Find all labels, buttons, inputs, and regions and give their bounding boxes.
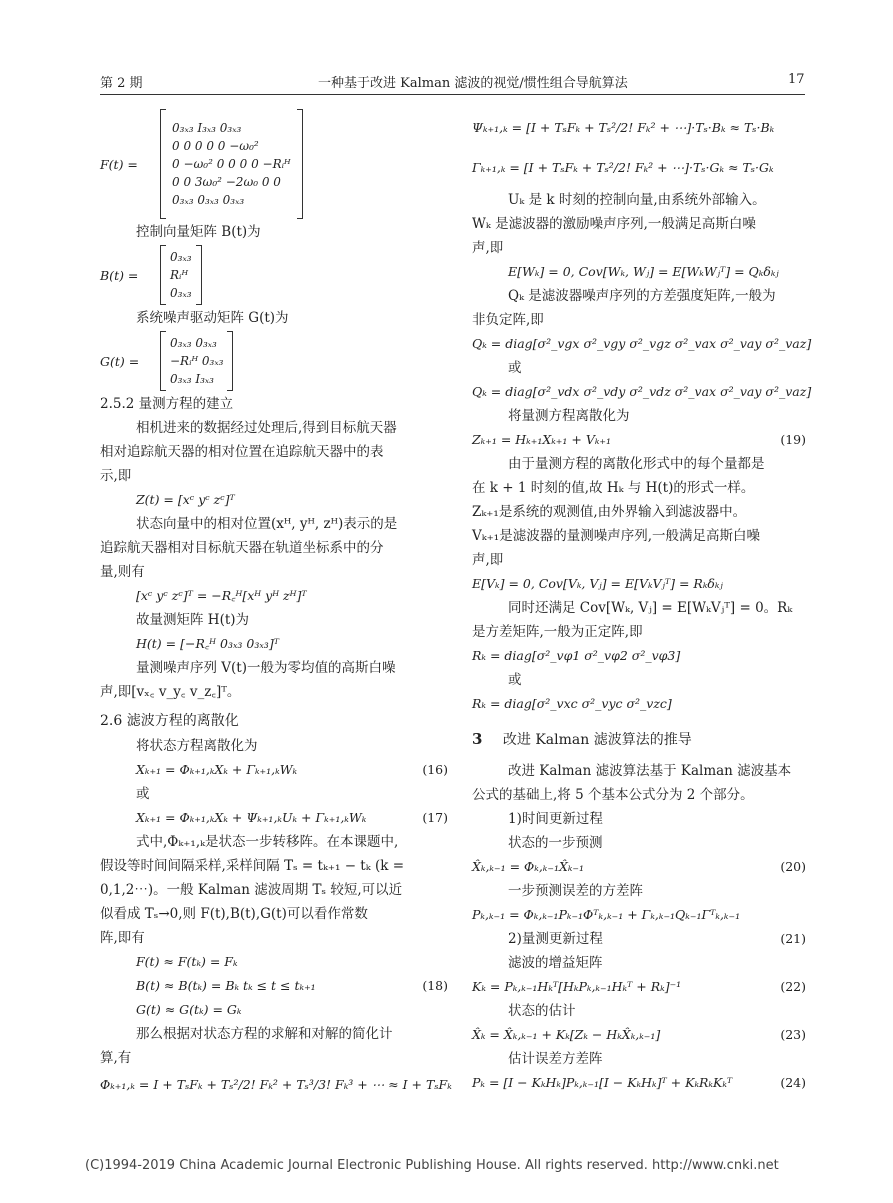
paragraph: Zₖ₊₁是系统的观测值,由外界输入到滤波器中。	[472, 504, 747, 520]
equation-R1: Rₖ = diag[σ²_vφ1 σ²_vφ2 σ²_vφ3]	[472, 648, 681, 663]
equation-number: (22)	[780, 979, 806, 994]
equation-number: (17)	[422, 810, 448, 825]
paragraph: 似看成 Tₛ→0,则 F(t),B(t),G(t)可以看作常数	[100, 906, 368, 922]
B-matrix	[166, 248, 196, 302]
paragraph: 声,即	[472, 552, 504, 568]
F-right-bracket	[297, 109, 303, 219]
paragraph: 将状态方程离散化为	[136, 738, 258, 754]
or-text: 或	[136, 786, 150, 802]
equation-23	[472, 1023, 806, 1047]
paragraph: 算,有	[100, 1050, 132, 1066]
paragraph: 非负定阵,即	[472, 312, 544, 328]
paragraph: 公式的基础上,将 5 个基本公式分为 2 个部分。	[472, 787, 754, 803]
equation-24	[472, 1071, 806, 1095]
section-2-5-2-heading: 2.5.2 量测方程的建立	[100, 396, 234, 412]
equation-number: (23)	[780, 1027, 806, 1042]
equation-H: H(t) = [−R꜀ᴴ 0₃ₓ₃ 0₃ₓ₃]ᵀ	[136, 636, 279, 651]
matrix-row: 0 −ω₀² 0 0 0 0 −Rᵢᴴ	[172, 157, 291, 171]
equation-17-body: Xₖ₊₁ = Φₖ₊₁,ₖXₖ + Ψₖ₊₁,ₖUₖ + Γₖ₊₁,ₖWₖ	[136, 810, 367, 825]
equation-20	[472, 855, 806, 879]
equation-23-body: X̂ₖ = X̂ₖ,ₖ₋₁ + Kₖ[Zₖ − HₖX̂ₖ,ₖ₋₁]	[472, 1027, 661, 1042]
paragraph: 在 k + 1 时刻的值,故 Hₖ 与 H(t)的形式一样。	[472, 480, 755, 496]
matrix-row: 0₃ₓ₃ I₃ₓ₃	[170, 372, 214, 386]
paragraph: 将量测方程离散化为	[508, 408, 630, 424]
paragraph: 滤波的增益矩阵	[508, 955, 603, 971]
matrix-row: 0₃ₓ₃	[170, 250, 192, 264]
running-title: 一种基于改进 Kalman 滤波的视觉/惯性组合导航算法	[318, 76, 628, 91]
left-column	[100, 108, 452, 1100]
G-intro: 系统噪声驱动矩阵 G(t)为	[136, 310, 289, 326]
subsection-time-update: 1)时间更新过程	[508, 811, 603, 827]
B-right-bracket	[196, 245, 202, 305]
paragraph: 状态的一步预测	[508, 835, 603, 851]
equation-number: (24)	[780, 1075, 806, 1090]
equation-20-body: X̂ₖ,ₖ₋₁ = Φₖ,ₖ₋₁X̂ₖ₋₁	[472, 859, 585, 874]
equation-21: Pₖ,ₖ₋₁ = Φₖ,ₖ₋₁Pₖ₋₁Φᵀₖ,ₖ₋₁ + Γₖ,ₖ₋₁Qₖ₋₁Γᵀₖ,ₖ₋₁	[472, 907, 741, 922]
section-3-title: 改进 Kalman 滤波算法的推导	[502, 732, 692, 748]
paragraph: 是方差矩阵,一般为正定阵,即	[472, 624, 643, 640]
equation-Gamma: Γₖ₊₁,ₖ = [I + TₛFₖ + Tₛ²/2! Fₖ² + ⋯]·Tₛ·Gₖ ≈ Tₛ·Gₖ	[472, 160, 774, 175]
equation-Z: Z(t) = [xᶜ yᶜ zᶜ]ᵀ	[136, 492, 235, 507]
section-3-number: 3	[472, 730, 483, 748]
paragraph: 声,即[vₓ꜀ v_y꜀ v_z꜀]ᵀ。	[100, 684, 241, 700]
section-3-heading	[472, 726, 806, 753]
header-rule	[100, 94, 805, 95]
equation-Phi: Φₖ₊₁,ₖ = I + TₛFₖ + Tₛ²/2! Fₖ² + Tₛ³/3! Fₖ³ + ⋯ ≈ I + TₛFₖ	[100, 1077, 452, 1092]
paragraph: 状态向量中的相对位置(xᴴ, yᴴ, zᴴ)表示的是	[136, 516, 398, 532]
equation-B-approx: B(t) ≈ B(tₖ) = Bₖ tₖ ≤ t ≤ tₖ₊₁	[136, 978, 316, 993]
page-number: 17	[788, 72, 805, 87]
equation-G-approx: G(t) ≈ G(tₖ) = Gₖ	[136, 1002, 242, 1017]
or-text: 或	[508, 672, 522, 688]
paragraph: Vₖ₊₁是滤波器的量测噪声序列,一般满足高斯白噪	[472, 528, 761, 544]
F-label: F(t) =	[100, 156, 138, 172]
equation-xc: [xᶜ yᶜ zᶜ]ᵀ = −R꜀ᴴ[xᴴ yᴴ zᴴ]ᵀ	[136, 588, 307, 603]
equation-19-body: Zₖ₊₁ = Hₖ₊₁Xₖ₊₁ + Vₖ₊₁	[472, 432, 612, 447]
G-matrix-equation	[100, 330, 448, 392]
matrix-row: 0₃ₓ₃ 0₃ₓ₃ 0₃ₓ₃	[172, 193, 245, 207]
equation-22	[472, 975, 806, 999]
paragraph: 量,则有	[100, 564, 145, 580]
paragraph: 一步预测误差的方差阵	[508, 883, 643, 899]
equation-18	[100, 974, 448, 998]
paragraph: 式中,Φₖ₊₁,ₖ是状态一步转移阵。在本课题中,	[136, 834, 399, 850]
section-2-6-heading: 2.6 滤波方程的离散化	[100, 713, 239, 729]
paragraph: 相机进来的数据经过处理后,得到目标航天器	[136, 420, 397, 436]
paragraph: 那么根据对状态方程的求解和对解的简化计	[136, 1026, 393, 1042]
paragraph: Wₖ 是滤波器的激励噪声序列,一般满足高斯白噪	[472, 216, 756, 232]
paragraph: 同时还满足 Cov[Wₖ, Vⱼ] = E[WₖVⱼᵀ] = 0。Rₖ	[508, 600, 793, 616]
paragraph: 阵,即有	[100, 930, 145, 946]
equation-16-body: Xₖ₊₁ = Φₖ₊₁,ₖXₖ + Γₖ₊₁,ₖWₖ	[136, 762, 298, 777]
equation-Q2: Qₖ = diag[σ²_vdx σ²_vdy σ²_vdz σ²_vax σ²_vay σ²_vaz]	[472, 384, 812, 399]
equation-number: (21)	[780, 931, 806, 946]
G-matrix	[166, 334, 227, 388]
paragraph: 故量测矩阵 H(t)为	[136, 612, 250, 628]
paragraph: 假设等时间间隔采样,采样间隔 Tₛ = tₖ₊₁ − tₖ (k =	[100, 858, 405, 874]
equation-Q1: Qₖ = diag[σ²_vgx σ²_vgy σ²_vgz σ²_vax σ²_vay σ²_vaz]	[472, 336, 812, 351]
paragraph: 0,1,2⋯)。一般 Kalman 滤波周期 Tₛ 较短,可以近	[100, 882, 403, 898]
equation-V: E[Vₖ] = 0, Cov[Vₖ, Vⱼ] = E[VₖVⱼᵀ] = Rₖδₖⱼ	[472, 576, 723, 591]
equation-W: E[Wₖ] = 0, Cov[Wₖ, Wⱼ] = E[WₖWⱼᵀ] = Qₖδₖⱼ	[508, 264, 779, 279]
issue-number: 第 2 期	[100, 76, 143, 91]
G-label: G(t) =	[100, 353, 140, 369]
paragraph: Qₖ 是滤波器噪声序列的方差强度矩阵,一般为	[508, 288, 776, 304]
paragraph: Uₖ 是 k 时刻的控制向量,由系统外部输入。	[508, 192, 766, 208]
equation-22-body: Kₖ = Pₖ,ₖ₋₁Hₖᵀ[HₖPₖ,ₖ₋₁Hₖᵀ + Rₖ]⁻¹	[472, 979, 682, 994]
equation-17	[100, 806, 448, 830]
equation-R2: Rₖ = diag[σ²_vxc σ²_vyc σ²_vzc]	[472, 696, 672, 711]
F-matrix-equation	[100, 108, 448, 220]
paragraph: 改进 Kalman 滤波算法基于 Kalman 滤波基本	[508, 763, 792, 779]
matrix-row: 0₃ₓ₃	[170, 286, 192, 300]
equation-number: (18)	[422, 978, 448, 993]
paragraph: 追踪航天器相对目标航天器在轨道坐标系中的分	[100, 540, 384, 556]
paragraph: 由于量测方程的离散化形式中的每个量都是	[508, 456, 765, 472]
matrix-row: Rᵢᴴ	[170, 268, 189, 282]
equation-number: (16)	[422, 762, 448, 777]
or-text: 或	[508, 360, 522, 376]
matrix-row: 0₃ₓ₃ I₃ₓ₃ 0₃ₓ₃	[172, 121, 242, 135]
copyright-footer: (C)1994-2019 China Academic Journal Electronic Publishing House. All rights reserved. http://www.cnki.net	[85, 1158, 779, 1173]
equation-16	[100, 758, 448, 782]
matrix-row: 0₃ₓ₃ 0₃ₓ₃	[170, 336, 217, 350]
equation-24-body: Pₖ = [I − KₖHₖ]Pₖ,ₖ₋₁[I − KₖHₖ]ᵀ + KₖRₖKₖᵀ	[472, 1075, 733, 1090]
F-matrix	[166, 119, 297, 209]
equation-F-approx: F(t) ≈ F(tₖ) = Fₖ	[136, 954, 238, 969]
equation-number: (20)	[780, 859, 806, 874]
paragraph: 状态的估计	[508, 1003, 576, 1019]
paragraph: 估计误差方差阵	[508, 1051, 603, 1067]
equation-Psi: Ψₖ₊₁,ₖ = [I + TₛFₖ + Tₛ²/2! Fₖ² + ⋯]·Tₛ·Bₖ ≈ Tₛ·Bₖ	[472, 120, 775, 135]
equation-number: (19)	[780, 432, 806, 447]
B-matrix-equation	[100, 244, 448, 306]
matrix-row: 0 0 0 0 0 −ω₀²	[172, 139, 259, 153]
paragraph: 示,即	[100, 468, 132, 484]
B-label: B(t) =	[100, 267, 139, 283]
B-intro: 控制向量矩阵 B(t)为	[136, 224, 261, 240]
matrix-row: 0 0 3ω₀² −2ω₀ 0 0	[172, 175, 281, 189]
G-right-bracket	[227, 331, 233, 391]
paragraph: 量测噪声序列 V(t)一般为零均值的高斯白噪	[136, 660, 396, 676]
paragraph: 声,即	[472, 240, 504, 256]
equation-19	[472, 428, 806, 452]
paragraph: 相对追踪航天器的相对位置在追踪航天器中的表	[100, 444, 384, 460]
subsection-measurement-update: 2)量测更新过程	[508, 931, 603, 947]
right-column	[472, 108, 812, 1095]
matrix-row: −Rᵢᴴ 0₃ₓ₃	[170, 354, 224, 368]
